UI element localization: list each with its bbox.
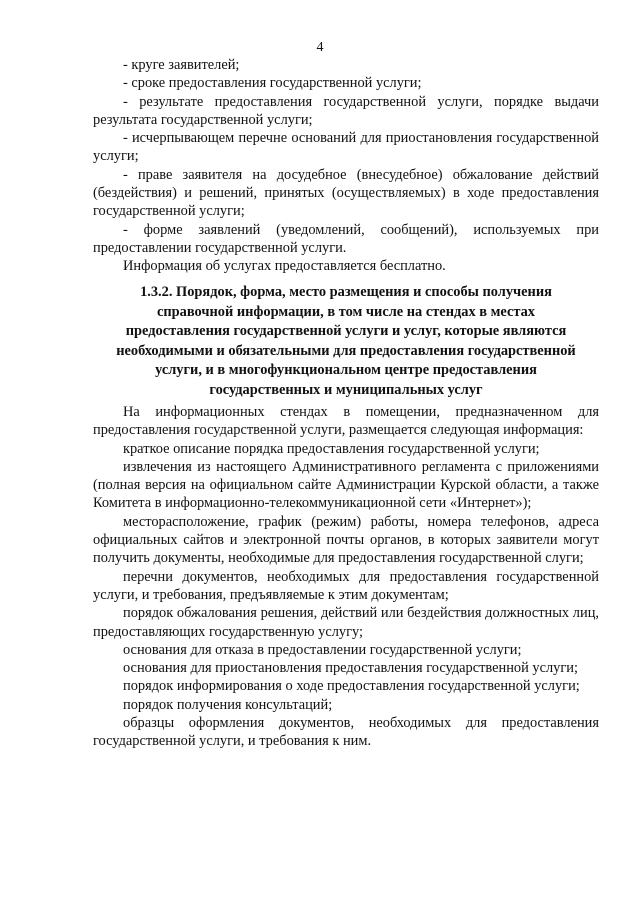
list-item: - результате предоставления государственной услуги, порядке выдачи результата государственной услуги; <box>93 93 599 128</box>
stand-info-list <box>93 403 599 751</box>
heading-line: предоставления государственной услуги и услуг, которые являются <box>125 323 567 339</box>
list-item: порядок информирования о ходе предоставления государственной услуги; <box>123 678 580 695</box>
intro-paragraph: На информационных стендах в помещении, предназначенном для предоставления государственной услуги, размещается следующая информация: <box>93 404 599 439</box>
list-item: извлечения из настоящего Административного регламента с приложениями (полная версия на официальном сайте Администрации Курской области, а также Комитета в информационно-телекоммуникационной сети «Интернет»); <box>93 458 599 512</box>
list-item: порядок обжалования решения, действий или бездействия должностных лиц, предоставляющих государственную услугу; <box>93 605 599 640</box>
heading-line: 1.3.2. Порядок, форма, место размещения и способы получения <box>140 284 552 300</box>
list-item: основания для приостановления предоставления государственной услуги; <box>123 660 578 677</box>
list-item: - круге заявителей; <box>123 57 240 73</box>
list-item: порядок получения консультаций; <box>123 696 333 713</box>
free-info-note: Информация об услугах предоставляется бесплатно. <box>123 258 446 275</box>
page-number: 4 <box>316 40 324 55</box>
info-list-top <box>93 56 599 276</box>
list-item: месторасположение, график (режим) работы, номера телефонов, адреса официальных сайтов и электронной почты органов, в которых заявители могут получить документы, необходимые для предоставления государственной слуги; <box>93 513 599 567</box>
list-item: краткое описание порядка предоставления государственной услуги; <box>123 440 540 457</box>
heading-line: государственных и муниципальных услуг <box>209 381 483 398</box>
list-item: - исчерпывающем перечне оснований для приостановления государственной услуги; <box>93 130 599 165</box>
list-item: образцы оформления документов, необходимых для предоставления государственной услуги, и требования к ним. <box>93 715 599 750</box>
section-heading <box>93 283 599 400</box>
list-item: - сроке предоставления государственной услуги; <box>123 75 422 92</box>
list-item: - форме заявлений (уведомлений, сообщений), используемых при предоставлении государственной услуги. <box>93 221 599 256</box>
list-item: перечни документов, необходимых для предоставления государственной услуги, и требования, предъявляемые к этим документам; <box>93 568 599 603</box>
heading-line: услуги, и в многофункциональном центре предоставления <box>155 362 537 378</box>
heading-line: справочной информации, в том числе на стендах в местах <box>156 303 536 320</box>
list-item: - праве заявителя на досудебное (внесудебное) обжалование действий (бездействия) и решений, принятых (осуществляемых) в ходе предоставления государственной услуги; <box>93 166 599 220</box>
list-item: основания для отказа в предоставлении государственной услуги; <box>123 641 522 658</box>
heading-line: необходимыми и обязательными для предоставления государственной <box>116 342 576 359</box>
